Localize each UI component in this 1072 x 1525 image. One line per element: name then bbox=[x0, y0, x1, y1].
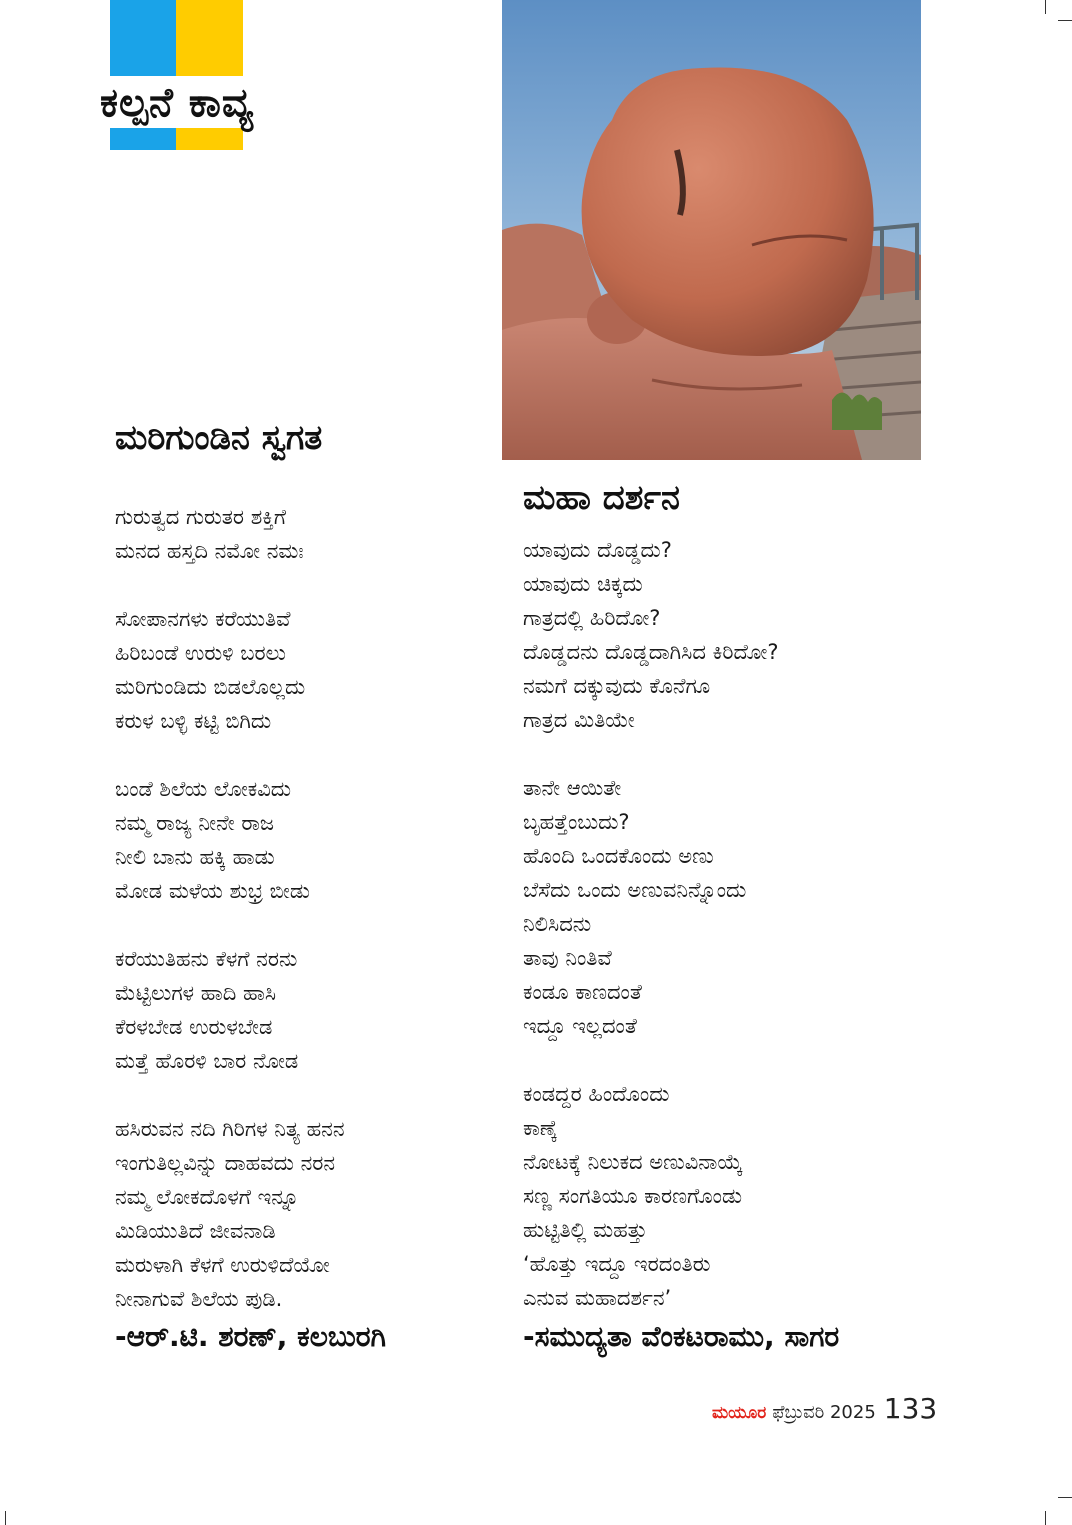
poem-line: ಸಣ್ಣ ಸಂಗತಿಯೂ ಕಾರಣಗೊಂಡು bbox=[523, 1184, 743, 1208]
poem-line: ಹಸಿರುವನ ನದಿ ಗಿರಿಗಳ ನಿತ್ಯ ಹನನ bbox=[115, 1117, 345, 1141]
poem-line: ಕಂಡದ್ದರ ಹಿಂದೊಂದು bbox=[523, 1082, 670, 1106]
section-label: ಕಲ್ಪನೆ ಕಾವ್ಯ bbox=[100, 80, 255, 126]
poem-line: ಗಾತ್ರದ ಮಿತಿಯೇ bbox=[523, 708, 635, 732]
crop-mark bbox=[5, 1511, 6, 1525]
stanza-break bbox=[115, 738, 345, 772]
poem-line: ನೀಲಿ ಬಾನು ಹಕ್ಕಿ ಹಾಡು bbox=[115, 845, 275, 869]
poem-line: ಮರುಳಾಗಿ ಕೆಳಗೆ ಉರುಳಿದೆಯೋ bbox=[115, 1253, 330, 1277]
poem-line: ನಮಗೆ ದಕ್ಕುವುದು ಕೊನೆಗೂ bbox=[523, 674, 711, 698]
issue-month: ಫೆಬ್ರುವರಿ 2025 bbox=[772, 1402, 876, 1423]
crop-mark bbox=[1045, 0, 1046, 14]
boulder-photo bbox=[502, 0, 921, 460]
page-number: 133 bbox=[883, 1392, 938, 1425]
poem-line: ನೋಟಕ್ಕೆ ನಿಲುಕದ ಅಣುವಿನಾಯ್ಕೆ bbox=[523, 1150, 743, 1174]
poem-line: ಮೋಡ ಮಳೆಯ ಶುಭ್ರ ಬೀಡು bbox=[115, 879, 310, 903]
poem-line: ಇಂಗುತಿಲ್ಲವಿನ್ನು ದಾಹವದು ನರನ bbox=[115, 1151, 336, 1175]
poem-line: ಬೃಹತ್ತೆಂಬುದು? bbox=[523, 810, 630, 834]
magazine-name: ಮಯೂರ bbox=[712, 1403, 767, 1423]
poem-line: ಮನದ ಹಸ್ತದಿ ನಮೋ ನಮಃ bbox=[115, 539, 304, 563]
poem-line: ಎನುವ ಮಹಾದರ್ಶನ’ bbox=[523, 1286, 672, 1310]
poem-line: ತಾನೇ ಆಯಿತೇ bbox=[523, 776, 622, 800]
poem-line: ಮೆಟ್ಟಿಲುಗಳ ಹಾದಿ ಹಾಸಿ bbox=[115, 981, 277, 1005]
poem-line: ಹಿರಿಬಂಡೆ ಉರುಳಿ ಬರಲು bbox=[115, 641, 286, 665]
poem-line: ಕೆರಳಬೇಡ ಉರುಳಬೇಡ bbox=[115, 1015, 273, 1039]
poem-title-left: ಮರಿಗುಂಡಿನ ಸ್ವಗತ bbox=[115, 418, 323, 458]
poem-author-right: -ಸಮುದ್ಯತಾ ವೆಂಕಟರಾಮು, ಸಾಗರ bbox=[523, 1320, 840, 1353]
poem-line: ನಮ್ಮ ಲೋಕದೊಳಗೆ ಇನ್ನೂ bbox=[115, 1185, 300, 1209]
poem-line: ಬಂಡೆ ಶಿಲೆಯ ಲೋಕವಿದು bbox=[115, 777, 291, 801]
poem-line: ಬೆಸೆದು ಒಂದು ಅಣುವನಿನ್ನೊಂದು bbox=[523, 878, 747, 902]
poem-line: ಕಂಡೂ ಕಾಣದಂತೆ bbox=[523, 980, 642, 1004]
poem-left-lines bbox=[115, 500, 345, 1316]
poem-line: ಮರಿಗುಂಡಿದು ಬಿಡಲೊಲ್ಲದು bbox=[115, 675, 306, 699]
poem-line: ತಾವು ನಿಂತಿವೆ bbox=[523, 946, 612, 970]
poem-title-right: ಮಹಾ ದರ್ಶನ bbox=[523, 478, 680, 518]
poem-line: ‘ಹೊತ್ತು ಇದ್ದೂ ಇರದಂತಿರು bbox=[523, 1252, 711, 1276]
poem-line: ದೊಡ್ಡದನು ದೊಡ್ಡದಾಗಿಸಿದ ಕಿರಿದೋ? bbox=[523, 640, 779, 664]
stanza-break bbox=[115, 908, 345, 942]
poem-line: ಯಾವುದು ಚಿಕ್ಕದು bbox=[523, 572, 643, 596]
stanza-break bbox=[523, 737, 778, 771]
crop-mark bbox=[1058, 1497, 1072, 1498]
poem-line: ಸೋಪಾನಗಳು ಕರೆಯುತಿವೆ bbox=[115, 607, 291, 631]
page-footer bbox=[712, 1392, 937, 1425]
poem-line: ಕರುಳ ಬಳ್ಳಿ ಕಟ್ಟಿ ಬಿಗಿದು bbox=[115, 709, 272, 733]
stanza-break bbox=[115, 568, 345, 602]
poem-line: ಯಾವುದು ದೊಡ್ಡದು? bbox=[523, 538, 672, 562]
poem-line: ನೀನಾಗುವೆ ಶಿಲೆಯ ಪುಡಿ. bbox=[115, 1287, 283, 1311]
section-logo bbox=[110, 0, 243, 150]
poem-line: ನಮ್ಮ ರಾಜ್ಯ ನೀನೇ ರಾಜ bbox=[115, 811, 274, 835]
poem-right-lines bbox=[523, 533, 778, 1315]
poem-author-left: -ಆರ್.ಟಿ. ಶರಣ್, ಕಲಬುರಗಿ bbox=[115, 1320, 386, 1353]
poem-line: ಮತ್ತೆ ಹೊರಳಿ ಬಾರ ನೋಡ bbox=[115, 1049, 299, 1073]
poem-line: ಹುಟ್ಟಿತಿಲ್ಲಿ ಮಹತ್ತು bbox=[523, 1218, 648, 1242]
poem-line: ಕರೆಯುತಿಹನು ಕೆಳಗೆ ನರನು bbox=[115, 947, 298, 971]
poem-line: ಹೊಂದಿ ಒಂದಕೊಂದು ಅಣು bbox=[523, 844, 714, 868]
poem-line: ಗಾತ್ರದಲ್ಲಿ ಹಿರಿದೋ? bbox=[523, 606, 661, 630]
poem-line: ಕಾಣ್ಕೆ bbox=[523, 1116, 558, 1140]
stanza-break bbox=[523, 1043, 778, 1077]
poem-line: ಮಿಡಿಯುತಿದೆ ಜೀವನಾಡಿ bbox=[115, 1219, 276, 1243]
crop-mark bbox=[1058, 20, 1072, 21]
poem-line: ನಿಲಿಸಿದನು bbox=[523, 912, 592, 936]
stanza-break bbox=[115, 1078, 345, 1112]
crop-mark bbox=[1045, 1511, 1046, 1525]
poem-line: ಗುರುತ್ವದ ಗುರುತರ ಶಕ್ತಿಗೆ bbox=[115, 505, 287, 529]
poem-line: ಇದ್ದೂ ಇಲ್ಲದಂತೆ bbox=[523, 1014, 637, 1038]
